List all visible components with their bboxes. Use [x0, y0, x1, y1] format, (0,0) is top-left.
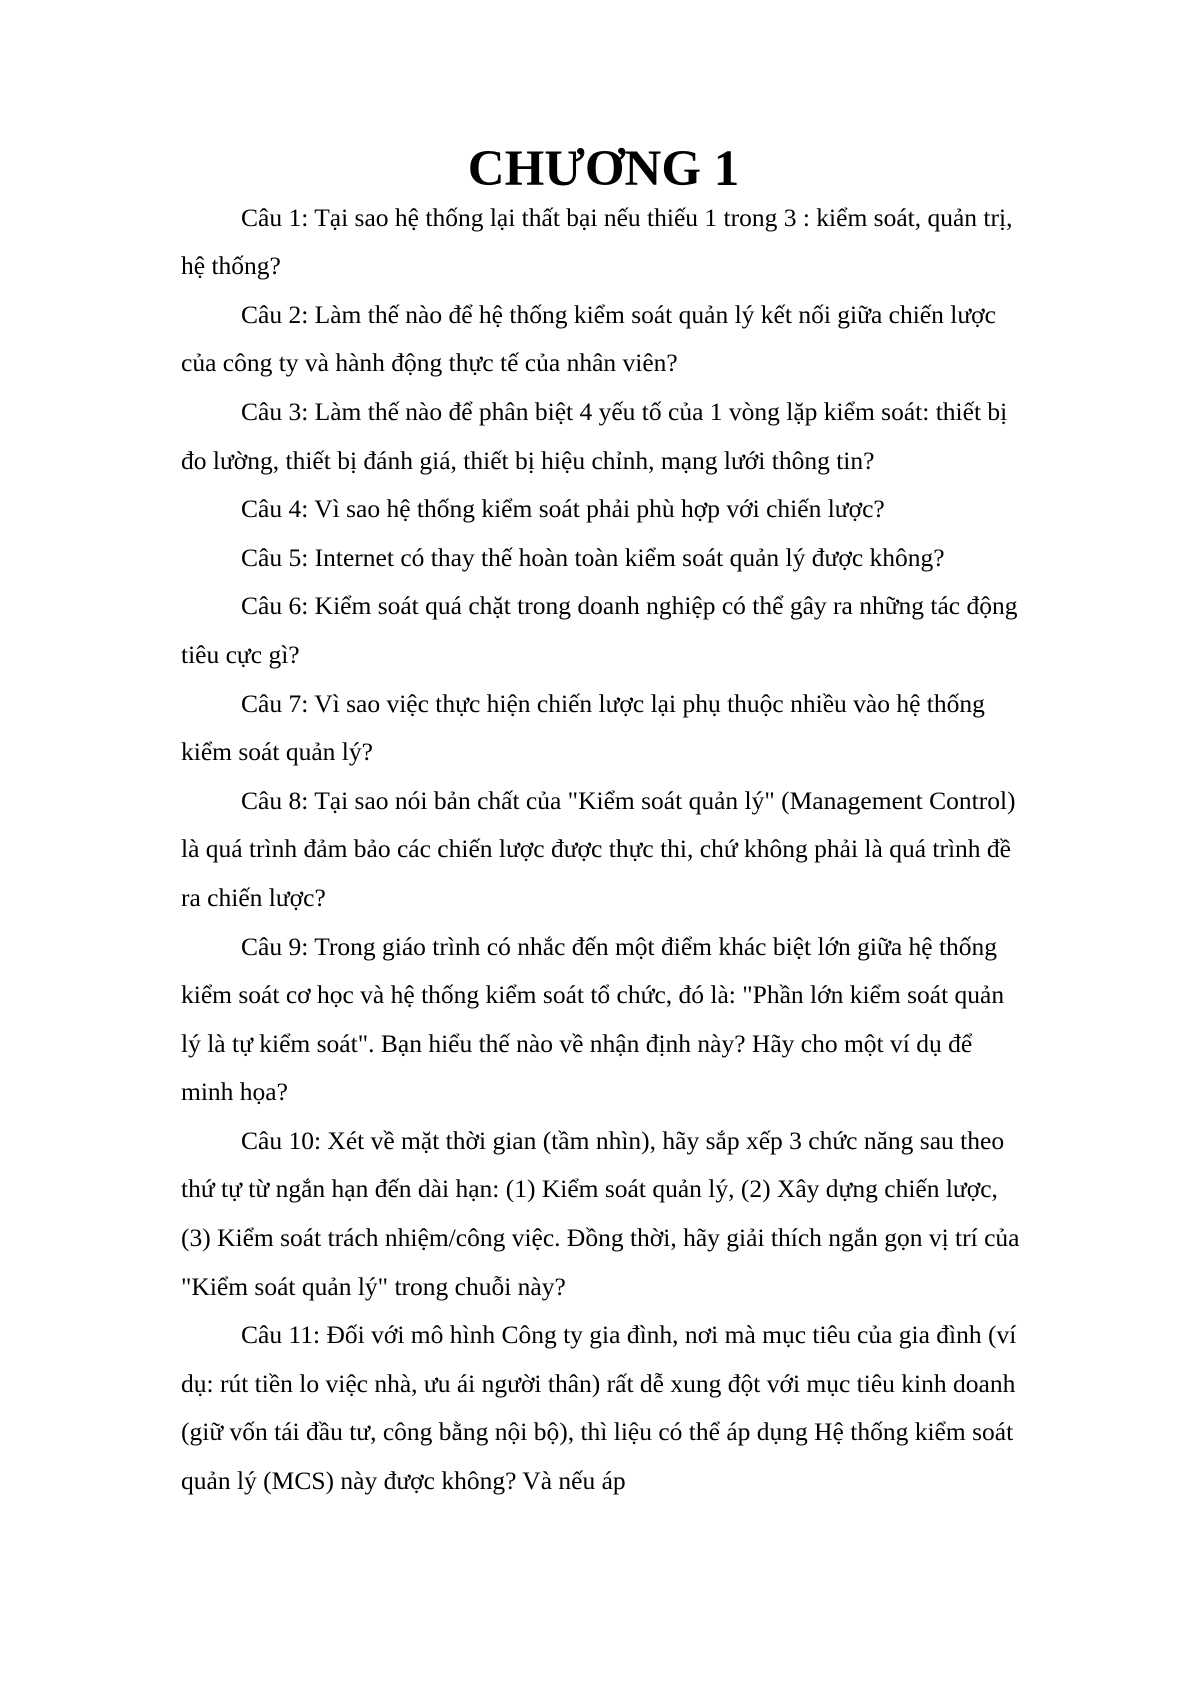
question-2: Câu 2: Làm thế nào để hệ thống kiểm soát quản lý kết nối giữa chiến lược của công ty và hành động thực tế của nhân viên? [181, 299, 996, 378]
question-10: Câu 10: Xét về mặt thời gian (tầm nhìn), hãy sắp xếp 3 chức năng sau theo thứ tự từ ngắn hạn đến dài hạn: (1) Kiểm soát quản lý, (2) Xây dựng chiến lược, (3) Kiểm soát trách nhiệm/công việc. Đồng thời, hãy giải thích ngắn gọn vị trí của "Kiểm soát quản lý" trong chuỗi này? [181, 1125, 1020, 1301]
question-8: Câu 8: Tại sao nói bản chất của "Kiểm soát quản lý" (Management Control) là quá trình đảm bảo các chiến lược được thực thi, chứ không phải là quá trình đề ra chiến lược? [181, 785, 1016, 912]
chapter-title: CHƯƠNG 1 [467, 141, 740, 197]
question-4: Câu 4: Vì sao hệ thống kiểm soát phải phù hợp với chiến lược? [241, 494, 885, 524]
question-1: Câu 1: Tại sao hệ thống lại thất bại nếu thiếu 1 trong 3 : kiểm soát, quản trị, hệ thống? [181, 202, 1013, 281]
question-11: Câu 11: Đối với mô hình Công ty gia đình, nơi mà mục tiêu của gia đình (ví dụ: rút tiền lo việc nhà, ưu ái người thân) rất dễ xung đột với mục tiêu kinh doanh (giữ vốn tái đầu tư, công bằng nội bộ), thì liệu có thể áp dụng Hệ thống kiểm soát quản lý (MCS) này được không? Và nếu áp [181, 1320, 1017, 1496]
question-9: Câu 9: Trong giáo trình có nhắc đến một điểm khác biệt lớn giữa hệ thống kiểm soát cơ học và hệ thống kiểm soát tổ chức, đó là: "Phần lớn kiểm soát quản lý là tự kiểm soát". Bạn hiểu thế nào về nhận định này? Hãy cho một ví dụ để minh họa? [181, 931, 1005, 1107]
document-body [181, 141, 1026, 1506]
question-6: Câu 6: Kiểm soát quá chặt trong doanh nghiệp có thể gây ra những tác động tiêu cực gì? [181, 591, 1018, 669]
question-3: Câu 3: Làm thế nào để phân biệt 4 yếu tố của 1 vòng lặp kiểm soát: thiết bị đo lường, thiết bị đánh giá, thiết bị hiệu chỉnh, mạng lưới thông tin? [181, 396, 1008, 475]
question-7: Câu 7: Vì sao việc thực hiện chiến lược lại phụ thuộc nhiều vào hệ thống kiểm soát quản lý? [181, 688, 985, 767]
question-5: Câu 5: Internet có thay thế hoàn toàn kiểm soát quản lý được không? [241, 542, 945, 572]
